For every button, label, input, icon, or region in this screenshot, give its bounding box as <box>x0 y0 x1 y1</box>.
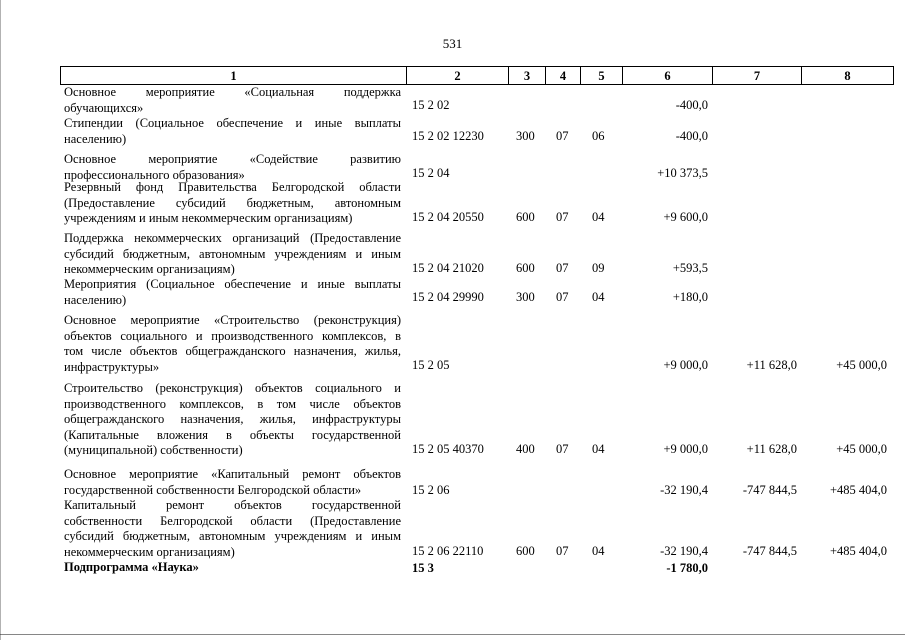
description-line: населению) <box>64 292 127 307</box>
description-line: Подпрограмма «Наука» <box>64 560 199 574</box>
header-divider <box>893 66 894 85</box>
description-line: Капитальный ремонт объектов государственной <box>64 498 401 512</box>
row-description <box>64 152 401 183</box>
row-value-6: -400,0 <box>675 98 708 112</box>
header-col-1: 1 <box>230 69 237 83</box>
header-col-2: 2 <box>454 69 461 83</box>
description-line: государственной собственности Белгородской области» <box>64 482 362 497</box>
row-description <box>64 85 401 116</box>
description-line: Строительство (реконструкция) объектов социального и <box>64 381 401 395</box>
row-value-6: -32 190,4 <box>660 483 708 497</box>
row-description <box>64 277 401 308</box>
header-col-6: 6 <box>664 69 671 83</box>
description-line: производственного комплексов, в том числе объектов <box>64 396 401 411</box>
row-col-4: 07 <box>556 210 569 224</box>
row-value-6: +9 000,0 <box>663 358 708 372</box>
row-value-7: +11 628,0 <box>746 442 797 456</box>
description-line: Резервный фонд Правительства Белгородской области <box>64 180 401 194</box>
description-line: субсидий бюджетным, автономным учреждениям и иным <box>64 246 401 261</box>
description-line: субсидий бюджетным, автономным учреждениям и иным <box>64 529 401 543</box>
row-description <box>64 231 401 278</box>
row-col-5: 04 <box>592 210 605 224</box>
header-col-7: 7 <box>753 69 761 83</box>
row-col-5: 04 <box>592 544 605 558</box>
row-code: 15 2 04 21020 <box>412 261 484 275</box>
row-col-5: 09 <box>592 261 605 275</box>
scan-edge-line <box>0 634 905 635</box>
header-col-4: 4 <box>559 69 567 83</box>
row-col-5: 06 <box>592 129 605 143</box>
row-value-6: -1 780,0 <box>666 561 708 575</box>
description-line: инфраструктуры» <box>64 359 160 374</box>
row-value-7: -747 844,5 <box>742 544 797 558</box>
row-code: 15 2 02 <box>412 98 450 112</box>
row-value-6: +180,0 <box>672 290 708 304</box>
description-line: (муниципальной) собственности) <box>64 443 243 457</box>
description-line: населению) <box>64 131 127 146</box>
row-code: 15 2 06 <box>412 483 450 497</box>
row-value-8: +485 404,0 <box>829 544 887 558</box>
row-col-3: 400 <box>516 442 535 456</box>
description-line: (Предоставление субсидий бюджетным, автономным <box>64 195 401 210</box>
row-code: 15 2 06 22110 <box>412 544 484 558</box>
row-description <box>64 498 401 560</box>
row-col-3: 300 <box>516 129 535 143</box>
description-line: собственности Белгородской области (Предоставление <box>64 513 401 528</box>
row-code: 15 2 05 40370 <box>412 442 484 456</box>
row-col-3: 300 <box>516 290 535 304</box>
row-value-6: +10 373,5 <box>657 166 708 180</box>
row-col-3: 600 <box>516 210 535 224</box>
row-col-4: 07 <box>556 544 569 558</box>
row-value-8: +485 404,0 <box>829 483 887 497</box>
row-col-4: 07 <box>556 442 569 456</box>
row-value-7: +11 628,0 <box>746 358 797 372</box>
description-line: объектов социального и производственного комплексов, в <box>64 328 401 343</box>
row-description <box>64 116 401 147</box>
description-line: Поддержка некоммерческих организаций (Предоставление <box>64 231 401 245</box>
description-line: некоммерческим организациям) <box>64 544 235 559</box>
row-col-4: 07 <box>556 261 569 275</box>
description-line: некоммерческим организациям) <box>64 262 235 276</box>
row-code: 15 3 <box>412 561 434 575</box>
description-line: Основное мероприятие «Социальная поддержка <box>64 85 401 99</box>
row-value-6: +9 600,0 <box>663 210 708 224</box>
row-value-6: +9 000,0 <box>663 442 708 456</box>
description-line: Основное мероприятие «Капитальный ремонт объектов <box>64 467 401 481</box>
description-line: Основное мероприятие «Строительство (реконструкция) <box>64 313 401 327</box>
row-description <box>64 313 401 375</box>
description-line: профессионального образования» <box>64 167 245 182</box>
row-col-4: 07 <box>556 129 569 143</box>
description-line: учреждениям и иным некоммерческим организациям) <box>64 211 353 225</box>
row-value-8: +45 000,0 <box>836 442 887 456</box>
header-top-border <box>60 66 894 67</box>
row-code: 15 2 05 <box>412 358 450 372</box>
row-description <box>64 180 401 227</box>
description-line: обучающихся» <box>64 100 144 115</box>
description-line: Мероприятия (Социальное обеспечение и иные выплаты <box>64 277 401 291</box>
scan-edge-line <box>0 0 1 640</box>
row-col-3: 600 <box>516 261 535 275</box>
header-col-8: 8 <box>844 69 851 83</box>
description-line: Основное мероприятие «Содействие развитию <box>64 152 401 166</box>
header-col-3: 3 <box>523 69 531 83</box>
row-code: 15 2 02 12230 <box>412 129 484 143</box>
description-line: общегражданского назначения, жилья, инфраструктуры <box>64 412 401 426</box>
row-value-6: +593,5 <box>672 261 708 275</box>
row-value-7: -747 844,5 <box>742 483 797 497</box>
description-line: (Капитальные вложения в объекты государственной <box>64 427 401 442</box>
row-code: 15 2 04 29990 <box>412 290 484 304</box>
header-col-5: 5 <box>598 69 605 83</box>
row-col-5: 04 <box>592 290 605 304</box>
row-code: 15 2 04 20550 <box>412 210 484 224</box>
row-description <box>64 467 401 498</box>
row-col-4: 07 <box>556 290 569 304</box>
description-line: Стипендии (Социальное обеспечение и иные выплаты <box>64 116 401 130</box>
row-description <box>64 381 401 459</box>
row-value-8: +45 000,0 <box>836 358 887 372</box>
row-value-6: -400,0 <box>675 129 708 143</box>
row-code: 15 2 04 <box>412 166 450 180</box>
page-number: 531 <box>442 36 463 51</box>
row-col-3: 600 <box>516 544 535 558</box>
row-col-5: 04 <box>592 442 605 456</box>
row-description <box>64 560 401 576</box>
description-line: том числе объектов общегражданского назначения, жилья, <box>64 344 401 358</box>
row-value-6: -32 190,4 <box>660 544 708 558</box>
